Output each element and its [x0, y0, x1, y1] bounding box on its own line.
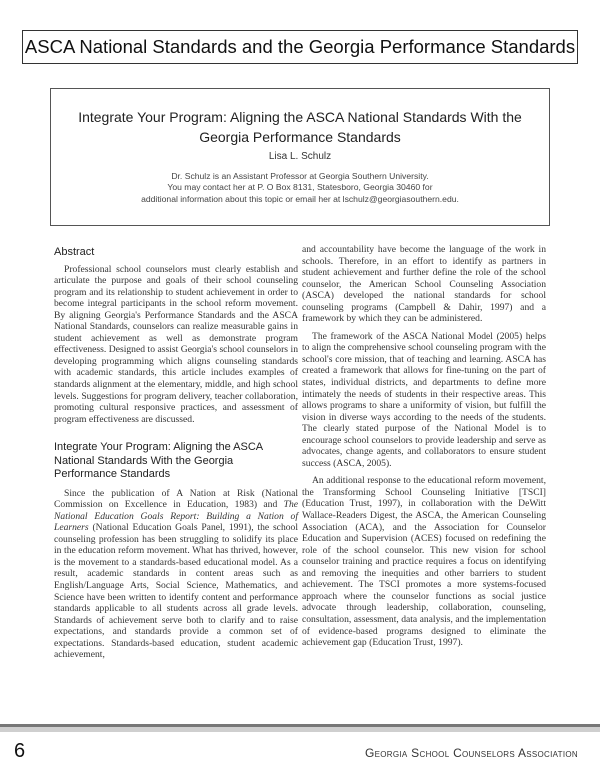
- footer-rule: [0, 724, 600, 732]
- abstract-paragraph: Professional school counselors must clearly establish and articulate the purpose and goals of their school counseling program and its relationship to student achievement in order to become integral participants in the school reform movement. By aligning Georgia's Performance Standards and the ASCA National Standards, counselors can realize measurable gains in student achievement as well as demonstrate program effectiveness. Designed to assist Georgia's school counselors in developing programming which aligns counseling standards with academic standards, this article includes examples of standards alignment at the elementary, middle, and high school levels. Suggestions for program delivery, teacher collaboration, promoting cultural responsive practices, and assessment of program effectiveness are discussed.: [54, 263, 298, 425]
- paragraph-text: Since the publication of A Nation at Risk (National Commission on Excellence in Education, 1983) and: [54, 487, 298, 511]
- body-paragraph: and accountability have become the language of the work in schools. Therefore, in an effort to identify as partners in student achievement and further define the role of the school counselor, the American School Counseling Association (ASCA) developed the national standards for school counseling programs (Campbell & Dahir, 1997) and a framework by which they can be administered.: [302, 244, 546, 325]
- article-author: Lisa L. Schulz: [268, 151, 332, 162]
- body-paragraph: [54, 488, 298, 661]
- author-bio-line: additional information about this topic or email her at lschulz@georgiasouthern.edu.: [141, 193, 459, 204]
- report-title-italic: The National Education Goals Report: Building a Nation of Learners: [54, 499, 298, 534]
- paragraph-text: (National Education Goals Panel, 1991), the school counseling profession has been struggling to solidify its place in the education reform movement. What has thrived, however, is the movement to a standards-based educational model. As a result, academic standards in content areas such as English/Language Arts, Social Science, Mathematics, and Science have been written to identify content and performance standards applicable to all students across all grade levels. Standards of achievement serve both to clarify and to raise expectations, and standards provide a common set of expectations. Standards-based education, student academic achievement,: [54, 522, 298, 661]
- section-heading: Integrate Your Program: Aligning the ASCA National Standards With the Georgia Performance Standards: [54, 441, 263, 481]
- body-paragraph: The framework of the ASCA National Model (2005) helps to align the comprehensive school counseling program with the school's core mission, that of teaching and learning. ASCA has created a framework that allows for fine-tuning on the part of states, individual districts, and departments to define more intimately the needs of students in their respective areas. This allows programs to share a uniformity of vision, but fulfill the vision in diverse ways according to the needs of the students. The clearly stated purpose of the National Model is to encourage school counselors to provide leadership and serve as advocates, change agents, and collaborators to ensure student success (ASCA, 2005).: [302, 330, 546, 469]
- abstract-heading: Abstract: [54, 246, 95, 258]
- article-title: Integrate Your Program: Aligning the ASCA National Standards With the Georgia Performance Standards: [78, 109, 522, 145]
- author-bio: [51, 171, 549, 205]
- author-bio-line: You may contact her at P. O Box 8131, Statesboro, Georgia 30460 for: [167, 182, 433, 193]
- page-number: 6: [14, 740, 26, 762]
- article-title-box: [50, 88, 550, 226]
- running-header-title: ASCA National Standards and the Georgia Performance Standards: [22, 30, 578, 64]
- body-paragraph: An additional response to the educational reform movement, the Transforming School Counseling Initiative [TSCI] (Education Trust, 1997), in collaboration with the DeWitt Wallace-Readers Digest, the ASCA, the American Counseling Association (ACA), and the Association for Counselor Education and Supervision (ACES) focused on redefining the role of the school counselor. This new vision for school counselor training and practice requires a focus on identifying and removing the inequities and other barriers to student achievement. The TSCI promotes a more systems-focused approach where the counselor functions as social justice advocate through leadership, collaboration, counseling, consultation, assessment, data analysis, and the implementation of evidence-based programs designed to eliminate the achievement gap (Education Trust, 1997).: [302, 475, 546, 649]
- author-bio-line: Dr. Schulz is an Assistant Professor at Georgia Southern University.: [171, 171, 429, 181]
- right-column: [302, 244, 546, 655]
- footer-organization: Georgia School Counselors Association: [365, 746, 578, 760]
- footer-rule-light: [0, 727, 600, 732]
- left-column: [54, 246, 298, 667]
